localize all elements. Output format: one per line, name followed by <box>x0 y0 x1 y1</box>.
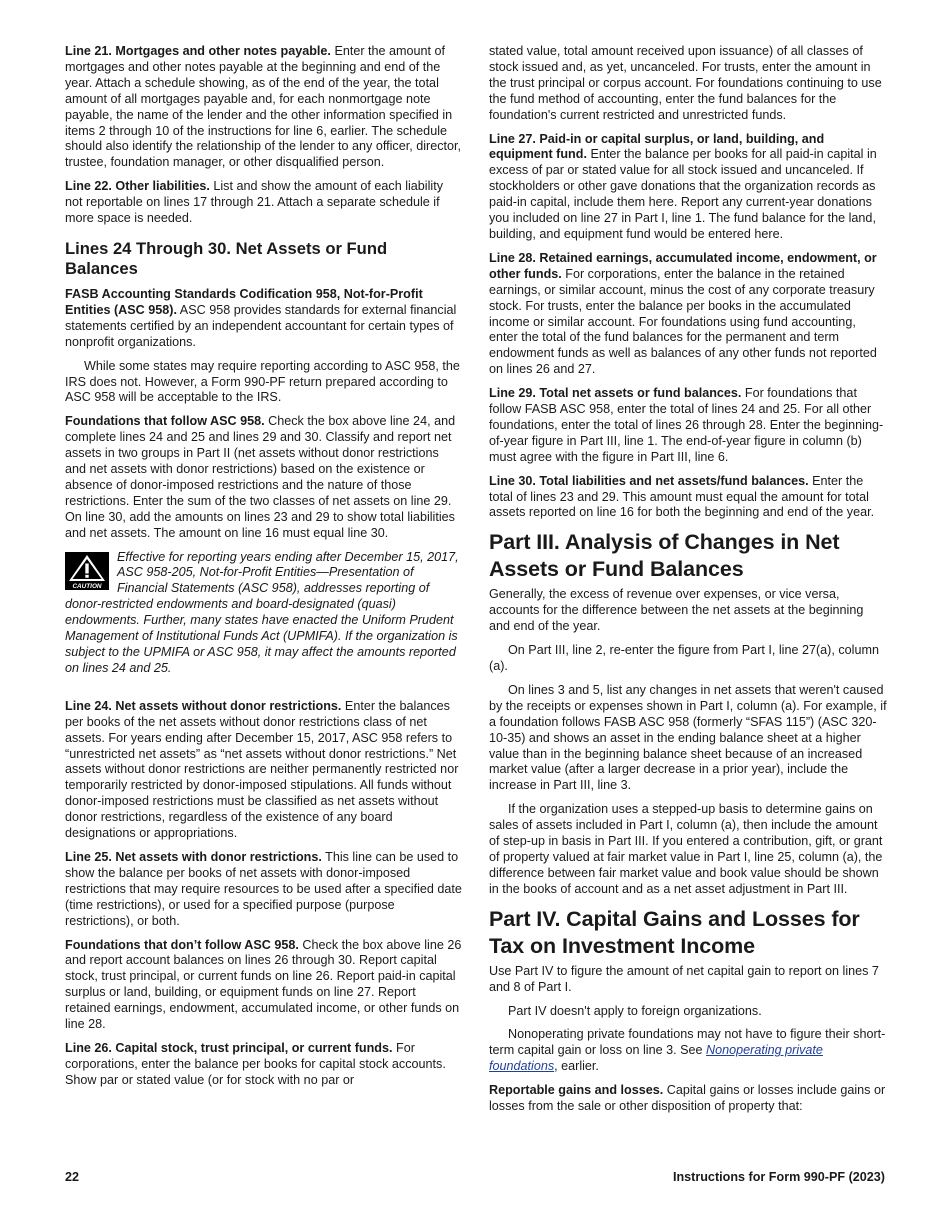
line30-paragraph <box>489 474 887 522</box>
line24-paragraph <box>65 699 463 842</box>
line28-heading: Line 28. Retained earnings, accumulated income, endowment, or other funds. <box>489 250 877 281</box>
line28-paragraph <box>489 251 887 378</box>
line22-paragraph <box>65 179 463 227</box>
page-number: 22 <box>65 1170 80 1184</box>
line27-paragraph <box>489 132 887 243</box>
part3-paragraph-1: Generally, the excess of revenue over expenses, or vice versa, accounts for the difference between the net assets at the beginning and end of the year. <box>489 587 864 634</box>
line27-text: Enter the balance per books for all paid-in capital in excess of par or stated value for all stock issued and uncanceled. If stockholders or other gave donations that the organization records as paid-in capital, include them here. Report any current-year donations you included on line 27 in Part I, line 1. The fund balance for the land, building, and equipment fund would be entered here. <box>489 147 877 241</box>
line25-paragraph <box>65 850 463 930</box>
part3-heading: Part III. Analysis of Changes in Net Assets or Fund Balances <box>489 530 840 582</box>
part4-paragraph-3 <box>489 1027 887 1075</box>
states-paragraph: While some states may require reporting according to ASC 958, the IRS does not. However, a Form 990-PF return prepared according to ASC 958 will be acceptable to the IRS. <box>65 358 460 405</box>
follow-asc958-heading: Foundations that follow ASC 958. <box>65 414 265 429</box>
line24-heading: Line 24. Net assets without donor restrictions. <box>65 698 342 713</box>
reportable-gains-heading: Reportable gains and losses. <box>489 1083 664 1098</box>
caution-label: CAUTION <box>72 582 102 590</box>
line24-text: Enter the balances per books of the net assets without donor restrictions class of net assets. For years ending after December 15, 2017, ASC 958 refers to “unrestricted net assets” as “net assets without donor restrictions.” Net assets without donor restrictions are neither permanently restricted nor temporarily restricted by donor-imposed stipulations. All funds without donor-imposed restrictions must be classified as net assets without donor restrictions, regardless of the existence of any board designations or appropriations. <box>65 698 459 841</box>
fasb-text: ASC 958 provides standards for external financial statements certified by an independent accountant for certain types of nonprofit organizations. <box>65 302 457 349</box>
caution-icon <box>65 552 109 590</box>
line29-paragraph <box>489 386 887 466</box>
line29-text: For foundations that follow FASB ASC 958, enter the total of lines 24 and 25. For all other foundations, enter the total of lines 26 through 28. Enter the beginning-of-year figure in Part III, line 1. The end-of-year figure in column (b) must agree with the figure in Part III, line 6. <box>489 386 884 464</box>
nonoperating-foundations-link[interactable]: Nonoperating private foundations <box>489 1043 823 1074</box>
line30-heading: Line 30. Total liabilities and net assets/fund balances. <box>489 473 809 488</box>
part3-paragraph-4: If the organization uses a stepped-up basis to determine gains on sales of assets included in Part I, column (a), then include the amount of step-up in basis in Part III. If you entered a contribution, gift, or grant of property valued at fair market value in Part I, line 25, column (a), the difference between fair market value and book value should be shown in the books of account and as a net asset adjustment in Part III. <box>489 802 883 896</box>
line21-paragraph <box>65 44 463 171</box>
follow-asc958-text: Check the box above line 24, and complete lines 24 and 25 and lines 29 and 30. Classify and report net assets in two groups in Part II (net assets without donor restrictions and net assets with donor restrictions) based on the existence or absence of donor-imposed restrictions and the nature of those restrictions. Enter the sum of the two classes of net assets on line 29. On line 30, add the amounts on lines 23 and 29 to show total liabilities and net assets. The amount on line 16 must equal line 30. <box>65 414 456 540</box>
not-follow-asc958-paragraph <box>65 938 463 1033</box>
part4-paragraph-1: Use Part IV to figure the amount of net capital gain to report on lines 7 and 8 of Part I. <box>489 963 879 994</box>
fasb-paragraph <box>65 287 463 351</box>
line27-heading: Line 27. Paid-in or capital surplus, or land, building, and equipment fund. <box>489 131 825 162</box>
follow-asc958-paragraph <box>65 414 463 541</box>
left-column <box>65 44 463 1097</box>
line29-heading: Line 29. Total net assets or fund balances. <box>489 386 742 401</box>
line22-heading: Line 22. Other liabilities. <box>65 179 210 194</box>
line25-heading: Line 25. Net assets with donor restrictions. <box>65 849 322 864</box>
not-follow-asc958-text: Check the box above line 26 and report account balances on lines 26 through 30. Report capital stock, trust principal, or current funds on line 26. Report paid-in capital surplus or land, building, or equipment funds on line 27. Report retained earnings, endowment, accumulated income, or other funds on line 28. <box>65 937 462 1032</box>
line26-paragraph <box>65 1041 463 1089</box>
fasb-heading: FASB Accounting Standards Codification 958, Not-for-Profit Entities (ASC 958). <box>65 286 423 317</box>
reportable-gains-paragraph <box>489 1083 887 1115</box>
right-column <box>489 44 887 1123</box>
caution-note <box>65 550 463 677</box>
net-assets-section-heading: Lines 24 Through 30. Net Assets or Fund Balances <box>65 238 388 278</box>
line26-text: For corporations, enter the balance per books for capital stock accounts. Show par or stated value (or for stock with no par or <box>65 1040 446 1087</box>
line21-text: Enter the amount of mortgages and other notes payable at the beginning and end of the year. Attach a schedule showing, as of the end of the year, the total amount of all mortgages payable and, for each nonmortgage note payable, the name of the lender and the other information specified in items 2 through 10 of the instructions for line 6, earlier. The schedule should also identify the relationship of the lender to any officer, director, trustee, foundation manager, or other disqualified person. <box>65 44 462 170</box>
line22-text: List and show the amount of each liability not reportable on lines 17 through 21. Attach a separate schedule if more space is needed. <box>65 179 443 226</box>
part4-paragraph-2: Part IV doesn't apply to foreign organizations. <box>508 1003 762 1018</box>
line26-continued-paragraph: stated value, total amount received upon issuance) of all classes of stock issued and, as yet, uncanceled. For trusts, enter the amount in the trust principal or corpus account. For foundations continuing to use the fund method of accounting, enter the fund balances for the foundation's current restricted and unrestricted funds. <box>489 44 882 122</box>
part4-paragraph-3-end: , earlier. <box>554 1059 599 1074</box>
line21-heading: Line 21. Mortgages and other notes payable. <box>65 44 331 58</box>
part3-paragraph-2: On Part III, line 2, re-enter the figure from Part I, line 27(a), column (a). <box>489 643 879 673</box>
line26-heading: Line 26. Capital stock, trust principal, or current funds. <box>65 1040 393 1055</box>
form-title: Instructions for Form 990-PF (2023) <box>672 1170 885 1184</box>
reportable-gains-text: Capital gains or losses include gains or losses from the sale or other disposition of property that: <box>489 1083 886 1114</box>
not-follow-asc958-heading: Foundations that don’t follow ASC 958. <box>65 937 299 952</box>
part4-heading: Part IV. Capital Gains and Losses for Tax on Investment Income <box>489 906 860 958</box>
caution-text: Effective for reporting years ending after December 15, 2017, ASC 958-205, Not-for-Profit Entities—Presentation of Financial Statements (ASC 958), addresses reporting of donor-restricted endowments and board-designated (quasi) endowments. Further, many states have enacted the Uniform Prudent Management of Institutional Funds Act (UPMIFA). If the organization is subject to the UPMIFA or ASC 958, it may affect the amounts reported on lines 24 and 25. <box>65 549 459 675</box>
line30-text: Enter the total of lines 23 and 29. This amount must equal the amount for total assets reported on line 16 for both the beginning and end of the year. <box>489 473 875 520</box>
part3-paragraph-3: On lines 3 and 5, list any changes in net assets that weren't caused by the receipts or expenses shown in Part I, column (a). For example, if a foundation follows FASB ASC 958 (formerly “SFAS 115”) (ASC 320-10-35) and shows an asset in the ending balance sheet at a higher value than in the beginning balance sheet because of an increased market value (after a larger decrease in a prior year), include the increase in Part III, line 3. <box>489 682 887 793</box>
line28-text: For corporations, enter the balance in the retained earnings, or similar account, minus the cost of any corporate treasury stock. For trusts, enter the balance per books in the accumulated income or similar account. For foundations using fund accounting, enter the total of the fund balances for the permanent and term endowment funds as well as balances of any other funds not reported on lines 26 and 27. <box>489 266 877 377</box>
line25-text: This line can be used to show the balance per books of net assets with donor-imposed restrictions that may require resources to be used after a specified date (time restrictions), or used for a specified purpose (purpose restrictions), or both. <box>65 849 462 928</box>
part4-paragraph-3-text: Nonoperating private foundations may not have to figure their short-term capital gain or loss on line 3. See <box>489 1027 886 1058</box>
